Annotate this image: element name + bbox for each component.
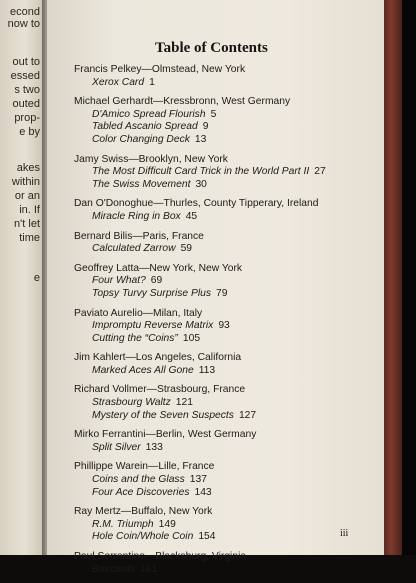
trick-page-number: 9 <box>202 121 209 133</box>
trick-title: Four Ace Discoveries <box>92 486 190 498</box>
trick-page-number: 105 <box>182 332 201 344</box>
trick-title: Mystery of the Seven Suspects <box>92 409 234 421</box>
left-page-text-fragment: s two <box>14 84 40 96</box>
left-page-text-fragment: outed <box>12 98 40 110</box>
left-page-text-fragment: time <box>19 232 40 244</box>
trick-page-number: 1 <box>149 76 155 88</box>
contents-entry <box>74 308 380 346</box>
entry-trick <box>74 365 380 378</box>
entry-trick <box>74 410 380 423</box>
entry-trick <box>74 333 380 346</box>
trick-title: Boxcards <box>92 563 135 575</box>
trick-title: Color Changing Deck <box>92 133 190 145</box>
entry-author: Michael Gerhardt—Kressbronn, West Germany <box>74 96 291 108</box>
page-title: Table of Contents <box>155 40 268 56</box>
left-page-edge <box>0 0 42 555</box>
left-page-text-fragment: akes <box>16 162 40 174</box>
left-page-text-fragment: e by <box>19 126 40 138</box>
entry-author: Francis Pelkey—Olmstead, New York <box>74 64 246 75</box>
entry-trick <box>74 275 380 288</box>
entry-trick <box>74 519 380 532</box>
trick-page-number: 69 <box>150 275 163 287</box>
contents-entry <box>74 263 380 301</box>
entry-trick <box>74 442 380 455</box>
trick-title: Hole Coin/Whole Coin <box>92 531 194 543</box>
trick-title: The Swiss Movement <box>92 178 191 190</box>
background-surface <box>402 0 416 555</box>
entry-trick <box>74 243 380 256</box>
trick-page-number: 79 <box>216 287 228 299</box>
trick-page-number: 113 <box>198 364 216 376</box>
entry-author: Bernard Bilis—Paris, France <box>74 230 204 242</box>
contents-entry <box>74 231 380 256</box>
trick-page-number: 27 <box>314 166 326 178</box>
contents-entry <box>74 154 380 192</box>
entry-author: Phillippe Warein—Lille, France <box>74 461 215 473</box>
left-page-text-fragment: now to <box>7 18 40 30</box>
trick-page-number: 59 <box>180 243 193 255</box>
page-number: iii <box>340 528 349 539</box>
entry-trick <box>74 121 380 134</box>
trick-page-number: 161 <box>139 563 158 575</box>
entry-author: Ray Mertz—Buffalo, New York <box>74 506 213 518</box>
contents-entry <box>74 96 380 146</box>
left-page-text-fragment: econd <box>10 6 40 18</box>
entry-trick <box>74 564 380 577</box>
trick-title: Tabled Ascanio Spread <box>92 121 198 133</box>
trick-page-number: 13 <box>194 133 207 145</box>
trick-page-number: 30 <box>195 178 207 190</box>
trick-page-number: 137 <box>189 474 207 486</box>
entry-trick <box>74 166 380 179</box>
entry-trick <box>74 531 380 544</box>
entry-author: Jamy Swiss—Brooklyn, New York <box>74 153 228 165</box>
left-page-text-fragment: essed <box>10 70 40 82</box>
entry-trick <box>74 320 380 333</box>
left-page-text-fragment: within <box>11 176 40 188</box>
entry-author: Paul Sorrentino—Blacksburg, Virginia <box>74 551 247 562</box>
trick-page-number: 143 <box>194 486 212 498</box>
entry-trick <box>74 211 380 224</box>
contents-entry <box>74 429 380 454</box>
trick-title: R.M. Triumph <box>92 518 154 530</box>
trick-page-number: 121 <box>175 397 193 409</box>
contents-entry <box>74 461 380 499</box>
trick-title: D'Amico Spread Flourish <box>92 108 206 120</box>
trick-title: Strasbourg Waltz <box>92 397 171 409</box>
trick-title: The Most Difficult Card Trick in the World Part II <box>92 166 310 178</box>
trick-title: Xerox Card <box>92 76 145 88</box>
entry-author: Dan O'Donoghue—Thurles, County Tipperary, Ireland <box>74 198 319 210</box>
trick-title: Miracle Ring in Box <box>92 210 181 222</box>
book-cover-edge <box>384 0 402 555</box>
entry-trick <box>74 77 380 90</box>
entry-trick <box>74 397 380 410</box>
trick-page-number: 93 <box>218 320 230 332</box>
left-page-text-fragment: prop- <box>14 112 40 124</box>
entry-trick <box>74 179 380 192</box>
trick-page-number: 45 <box>185 210 198 222</box>
entry-trick <box>74 109 380 122</box>
entry-author: Paviato Aurelio—Milan, Italy <box>74 307 203 319</box>
trick-title: Calculated Zarrow <box>92 243 176 255</box>
trick-page-number: 5 <box>210 108 217 120</box>
trick-title: Four What? <box>92 275 146 287</box>
trick-title: Marked Aces All Gone <box>92 364 194 376</box>
contents-entry <box>74 198 380 223</box>
contents-entry <box>74 384 380 422</box>
entry-author: Richard Vollmer—Strasbourg, France <box>74 384 246 396</box>
entry-author: Jim Kahlert—Los Angeles, California <box>74 352 242 364</box>
trick-title: Split Silver <box>92 441 141 453</box>
left-page-text-fragment: e <box>33 272 40 284</box>
entry-trick <box>74 288 380 301</box>
contents-entry <box>74 64 380 89</box>
entry-author: Geoffrey Latta—New York, New York <box>74 262 243 274</box>
left-page-text-fragment: out to <box>12 56 40 68</box>
entry-author: Mirko Ferrantini—Berlin, West Germany <box>74 429 257 441</box>
trick-title: Cutting the “Coins” <box>92 332 178 344</box>
entry-trick <box>74 474 380 487</box>
trick-title: Impromptu Reverse Matrix <box>92 320 214 332</box>
trick-title: Topsy Turvy Surprise Plus <box>92 287 212 299</box>
trick-page-number: 133 <box>145 441 163 453</box>
entry-trick <box>74 134 380 147</box>
entry-trick <box>74 487 380 500</box>
left-page-text-fragment: or an <box>14 190 40 202</box>
left-page-text-fragment: n't let <box>14 218 40 230</box>
trick-page-number: 127 <box>238 409 257 421</box>
contents-entry <box>74 352 380 377</box>
trick-title: Coins and the Glass <box>92 474 185 486</box>
contents-list <box>74 64 380 583</box>
trick-page-number: 149 <box>158 518 176 530</box>
left-page-text-fragment: in. If <box>19 204 40 216</box>
trick-page-number: 154 <box>198 531 216 543</box>
contents-entry <box>74 506 380 544</box>
